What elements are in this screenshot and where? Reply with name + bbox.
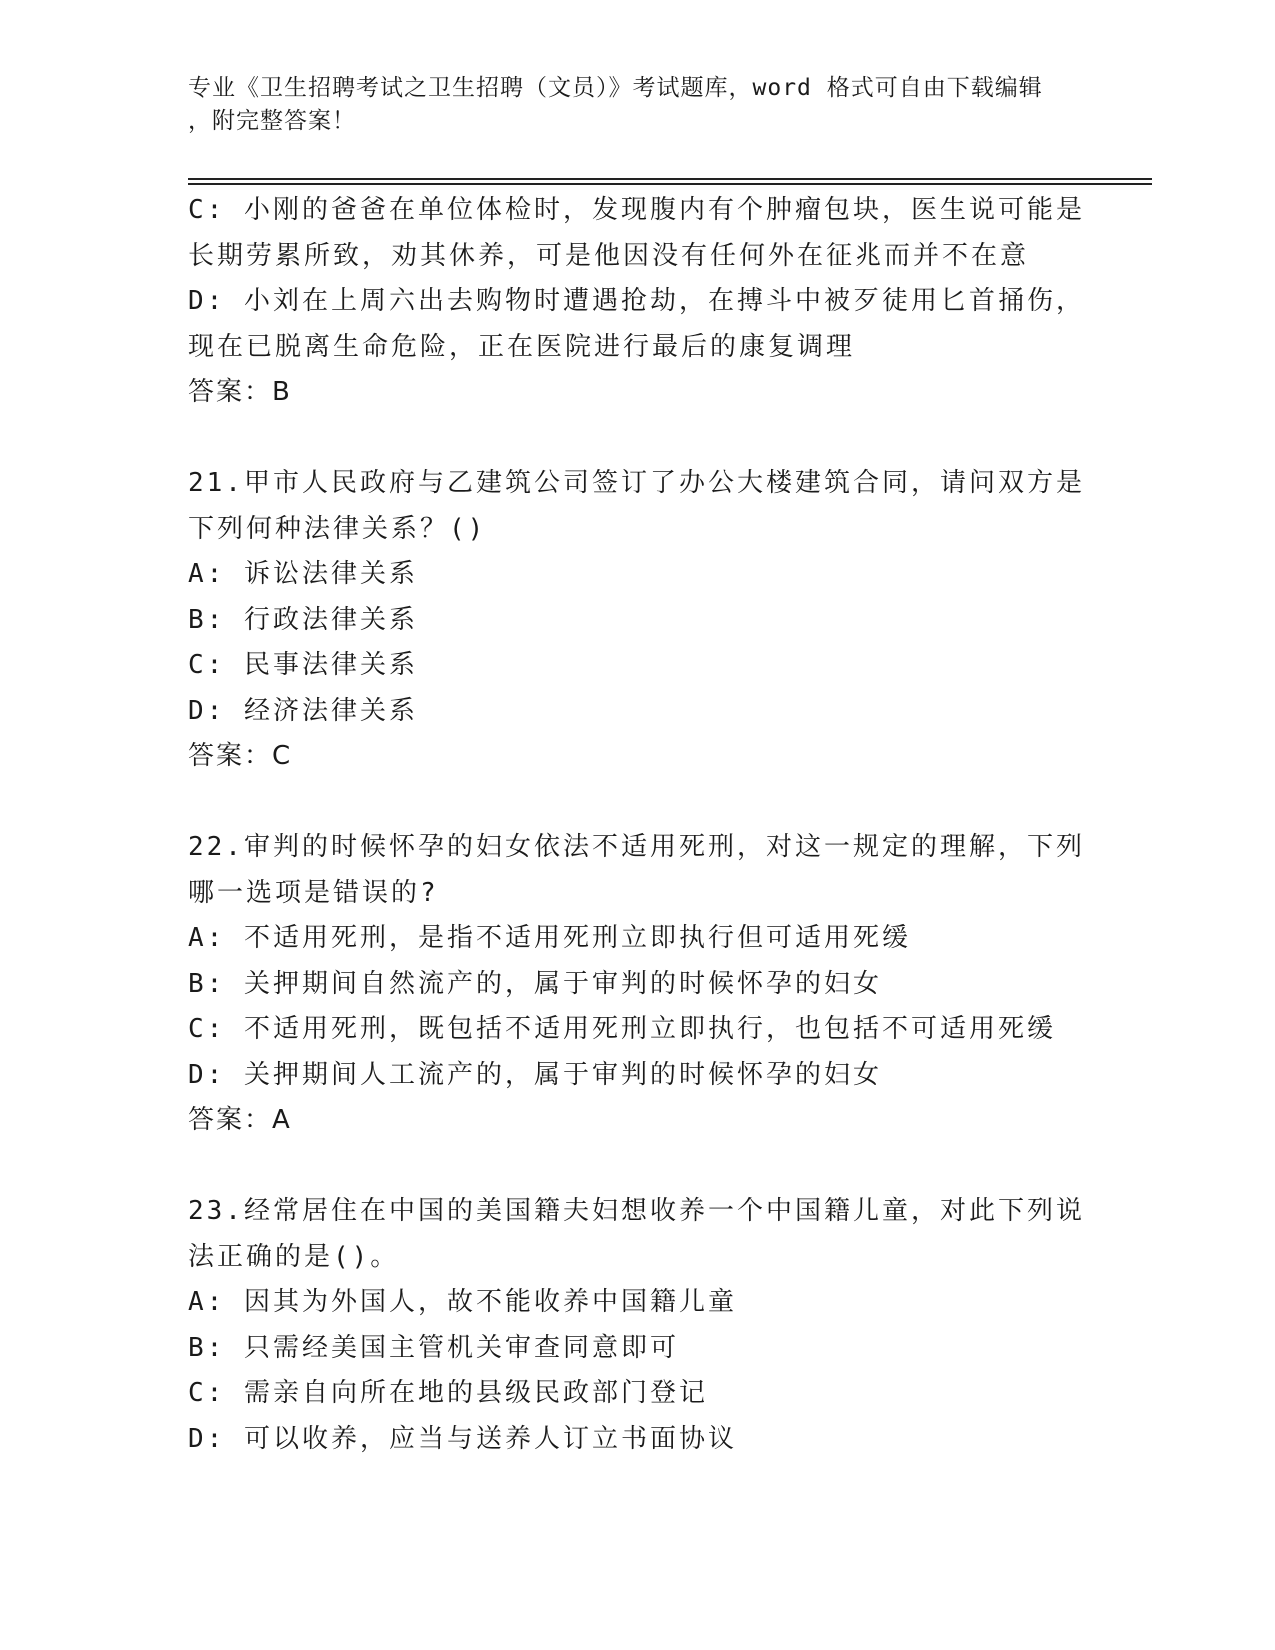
answer-line: 答案：C <box>188 741 293 771</box>
spacer <box>188 1144 1078 1190</box>
question-stem: 法正确的是()。 <box>188 1241 400 1272</box>
option-c: C: 不适用死刑，既包括不适用死刑立即执行，也包括不可适用死缓 <box>188 1014 1056 1044</box>
header-divider-bottom <box>188 183 1152 185</box>
question-20-continued <box>188 188 1085 416</box>
question-22 <box>188 825 1085 1144</box>
question-stem: 23.经常居住在中国的美国籍夫妇想收养一个中国籍儿童，对此下列说 <box>188 1196 1085 1226</box>
option-b: B: 关押期间自然流产的，属于审判的时候怀孕的妇女 <box>188 968 882 999</box>
question-21 <box>188 461 1085 780</box>
option-d: D: 经济法律关系 <box>188 695 418 726</box>
option-a: A: 不适用死刑，是指不适用死刑立即执行但可适用死缓 <box>188 923 911 953</box>
header-line-2: ，附完整答案！ <box>188 108 356 134</box>
answer-line: 答案：A <box>188 1105 292 1135</box>
option-a: A: 因其为外国人，故不能收养中国籍儿童 <box>188 1287 737 1317</box>
option-c-line: 长期劳累所致，劝其休养，可是他因没有任何外在征兆而并不在意 <box>188 240 1030 271</box>
option-c-line: C: 小刚的爸爸在单位体检时，发现腹内有个肿瘤包块，医生说可能是 <box>188 195 1085 225</box>
spacer <box>188 416 1078 462</box>
question-23 <box>188 1189 1085 1462</box>
header-divider-top <box>188 178 1152 180</box>
document-header <box>188 72 1068 138</box>
answer-line: 答案：B <box>188 377 292 407</box>
document-body <box>188 188 1085 1462</box>
spacer <box>188 780 1078 826</box>
option-a: A: 诉讼法律关系 <box>188 559 418 589</box>
header-line-1: 专业《卫生招聘考试之卫生招聘（文员）》考试题库，word 格式可自由下载编辑 <box>188 75 1043 101</box>
option-d: D: 可以收养，应当与送养人订立书面协议 <box>188 1423 737 1454</box>
option-c: C: 民事法律关系 <box>188 650 418 680</box>
option-d: D: 关押期间人工流产的，属于审判的时候怀孕的妇女 <box>188 1059 882 1090</box>
question-stem: 22.审判的时候怀孕的妇女依法不适用死刑，对这一规定的理解，下列 <box>188 832 1085 862</box>
option-d-line: 现在已脱离生命危险，正在医院进行最后的康复调理 <box>188 331 856 362</box>
question-stem: 21.甲市人民政府与乙建筑公司签订了办公大楼建筑合同，请问双方是 <box>188 468 1085 498</box>
option-b: B: 行政法律关系 <box>188 604 418 635</box>
question-stem: 哪一选项是错误的? <box>188 877 439 908</box>
question-stem: 下列何种法律关系？() <box>188 513 487 544</box>
option-b: B: 只需经美国主管机关审查同意即可 <box>188 1332 679 1363</box>
option-d-line: D: 小刘在上周六出去购物时遭遇抢劫，在搏斗中被歹徒用匕首捅伤， <box>188 286 1085 316</box>
option-c: C: 需亲自向所在地的县级民政部门登记 <box>188 1378 708 1408</box>
